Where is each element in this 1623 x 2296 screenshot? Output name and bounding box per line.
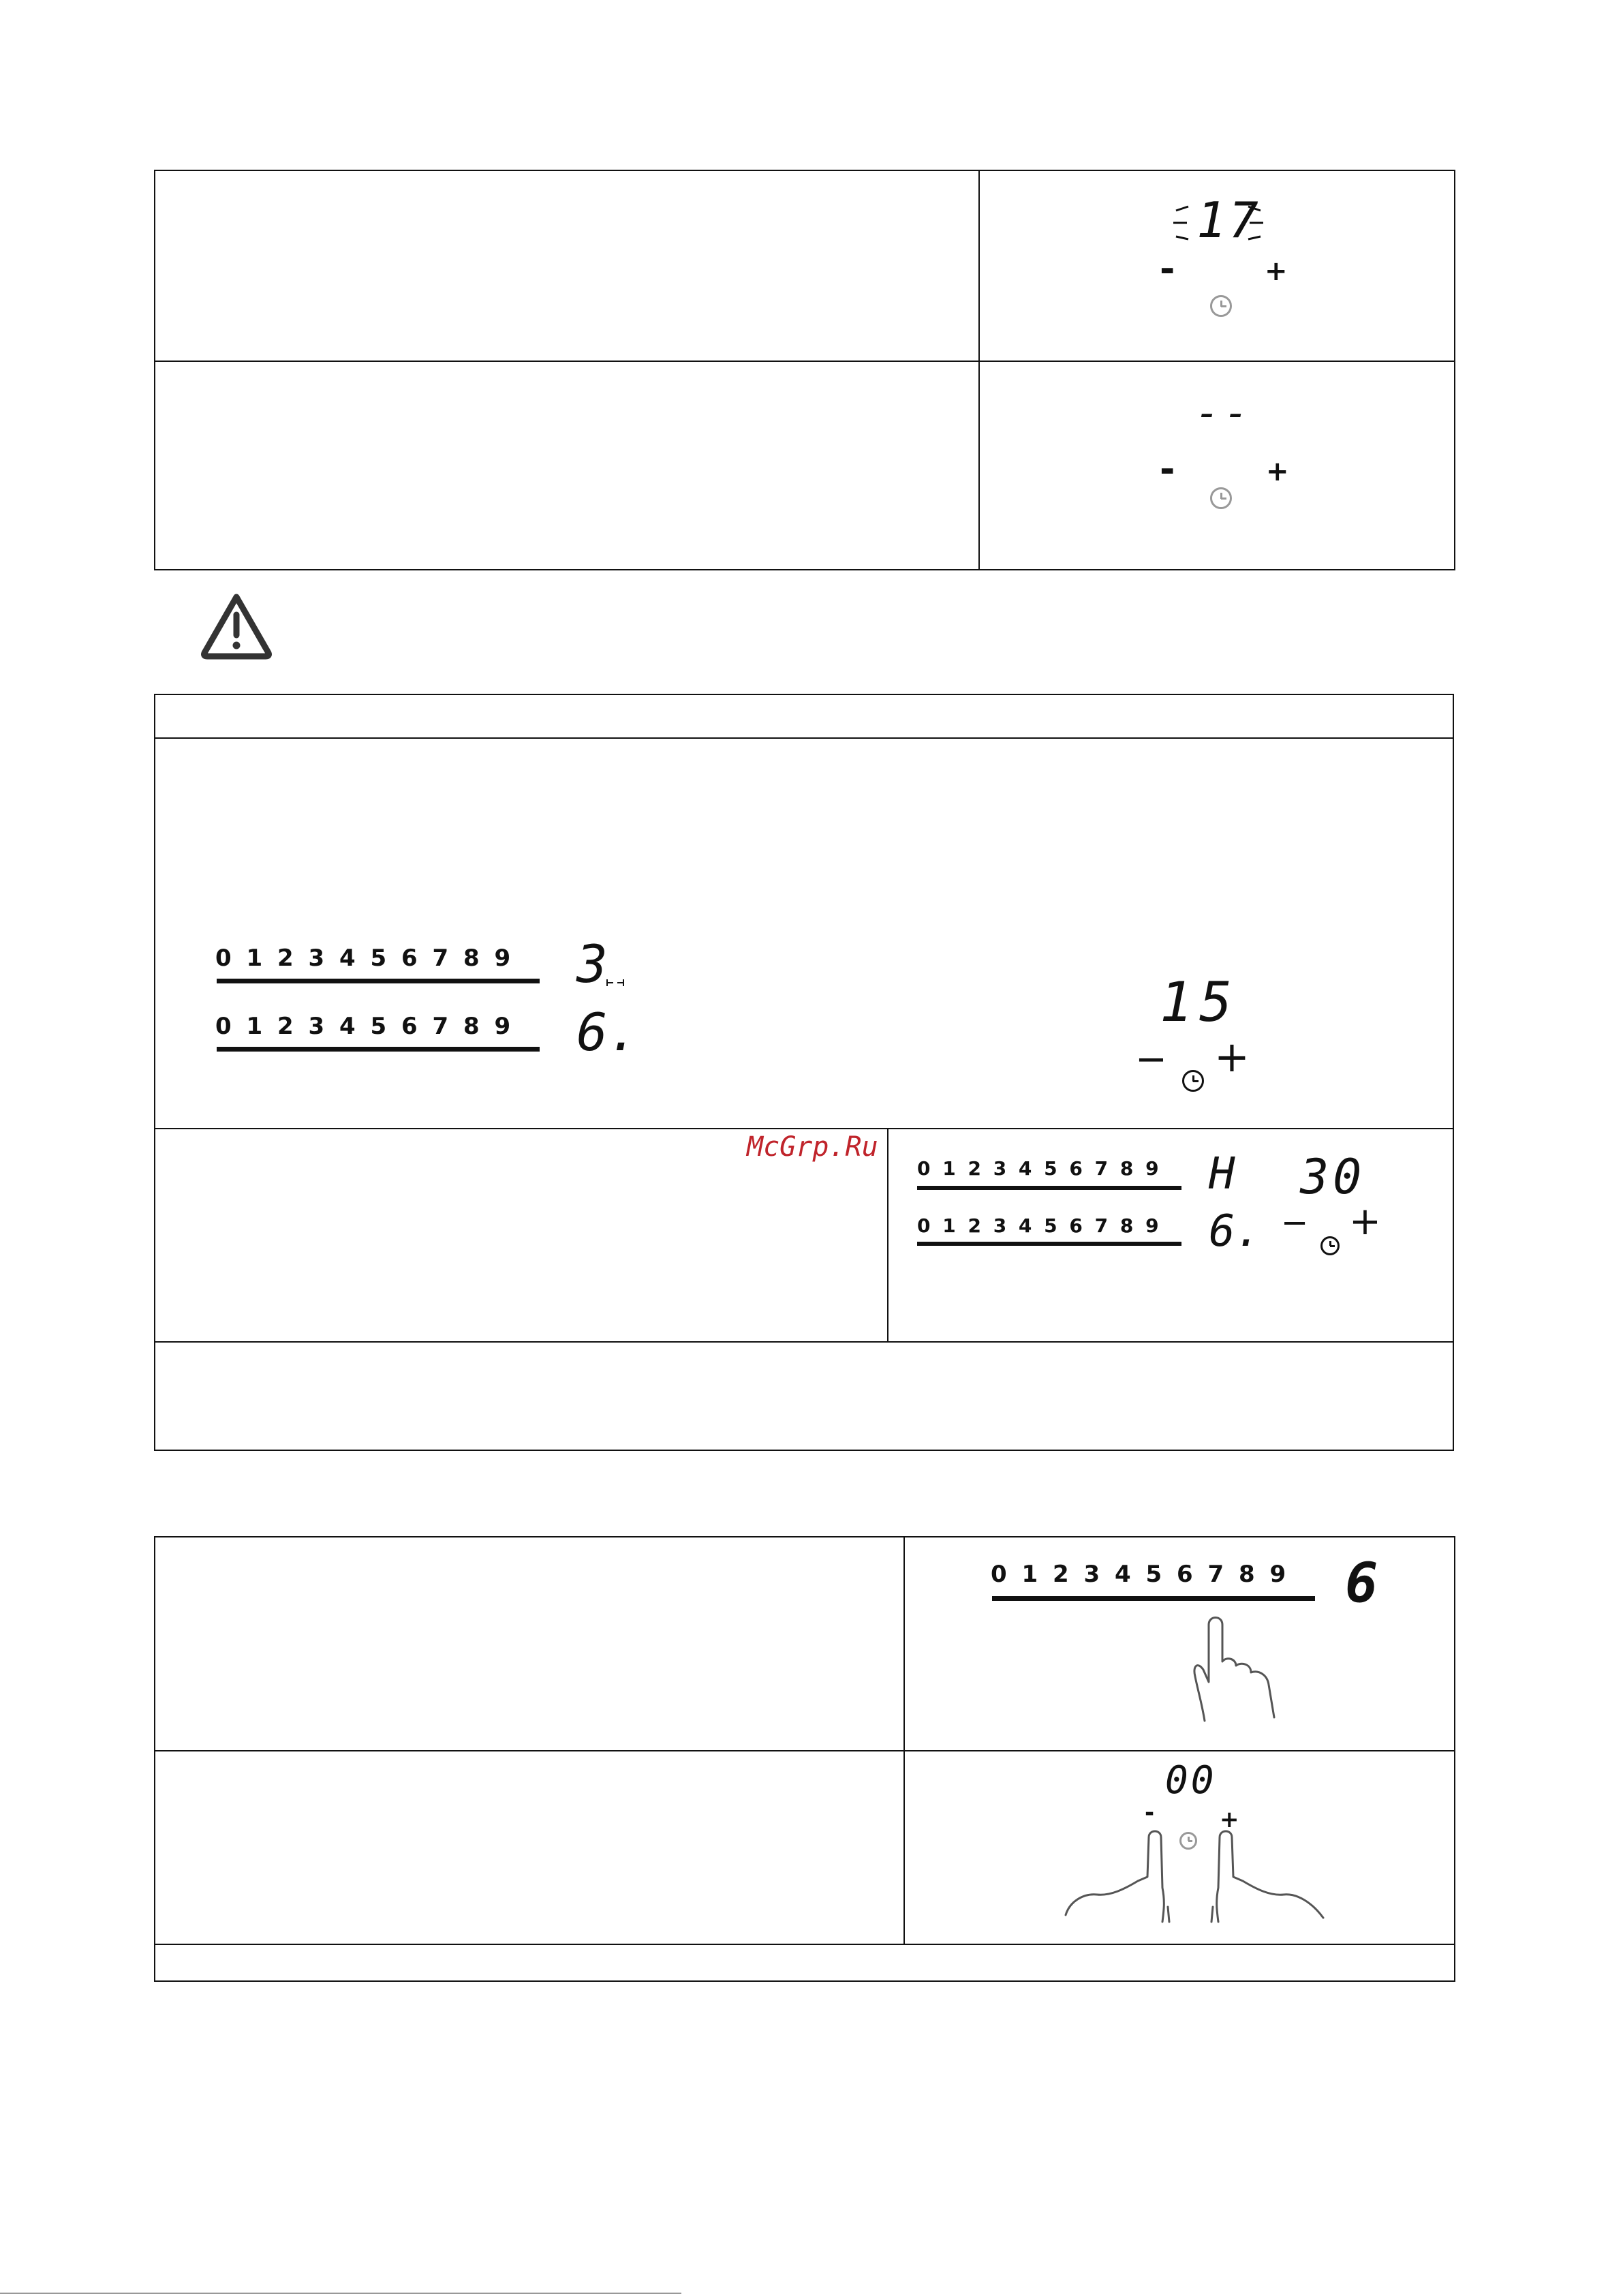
minus-button[interactable]: - (1160, 247, 1175, 290)
zone-2-power-display: 6. (576, 1002, 639, 1062)
timer-display: -- (1195, 389, 1253, 437)
table-3-row-divider-2 (154, 1944, 1455, 1945)
zone-2-scale-digits[interactable]: 0 1 2 3 4 5 6 7 8 9 (215, 1013, 511, 1040)
table-2-header-divider (154, 737, 1454, 739)
timer-minus-button[interactable]: − (1135, 1037, 1167, 1082)
zone-1-power-display: H (1209, 1149, 1235, 1199)
table-3-row-divider-1 (154, 1750, 1455, 1751)
zone-1-scale-digits[interactable]: 0 1 2 3 4 5 6 7 8 9 (917, 1157, 1159, 1180)
timer-plus-button[interactable]: + (1349, 1199, 1381, 1244)
timer-plus-button[interactable]: + (1214, 1032, 1250, 1082)
zone-scale-digits[interactable]: 0 1 2 3 4 5 6 7 8 9 (991, 1561, 1286, 1588)
minus-button[interactable]: - (1145, 1799, 1155, 1826)
zone-power-display: 6 (1345, 1551, 1378, 1614)
boost-indicator-icon (605, 977, 625, 988)
table-2 (154, 694, 1454, 1451)
timer-display: 00 (1165, 1758, 1217, 1803)
footer-rule (0, 2293, 681, 2294)
warning-icon (199, 592, 274, 660)
row2-illustration (980, 362, 1454, 569)
timer-clock-icon[interactable] (1210, 295, 1232, 317)
timer-clock-icon[interactable] (1182, 1070, 1204, 1092)
zone-2-slider-bar[interactable] (917, 1242, 1181, 1246)
table-2-row-divider-1 (154, 1128, 1454, 1129)
timer-display: 30 (1300, 1149, 1366, 1205)
timer-display: 17 (1196, 192, 1261, 249)
timer-clock-icon[interactable] (1210, 487, 1232, 509)
table-2-row-divider-2 (154, 1341, 1454, 1343)
table-3-column-divider (903, 1536, 905, 1945)
plus-button[interactable]: + (1265, 256, 1288, 287)
zone-2-power-display: 6. (1209, 1206, 1262, 1257)
minus-button[interactable]: - (1160, 448, 1175, 491)
finger-touch-icon (1186, 1608, 1295, 1724)
timer-clock-icon[interactable] (1179, 1832, 1197, 1850)
zone-slider-bar[interactable] (992, 1596, 1315, 1601)
watermark: McGrp.Ru (747, 1131, 878, 1163)
zone-2-slider-bar[interactable] (217, 1047, 540, 1052)
plus-button[interactable]: + (1266, 456, 1289, 487)
plus-button[interactable]: + (1220, 1806, 1239, 1833)
zone-1-scale-digits[interactable]: 0 1 2 3 4 5 6 7 8 9 (215, 945, 511, 972)
table-2-column-divider (887, 1128, 888, 1341)
timer-display: 15 (1160, 970, 1239, 1034)
timer-minus-button[interactable]: − (1281, 1204, 1309, 1242)
timer-clock-icon[interactable] (1320, 1236, 1340, 1255)
zone-1-slider-bar[interactable] (217, 979, 540, 983)
left-finger-touch-icon (1063, 1826, 1179, 1929)
right-finger-touch-icon (1210, 1826, 1333, 1929)
row1-illustration (980, 171, 1454, 359)
zone-2-scale-digits[interactable]: 0 1 2 3 4 5 6 7 8 9 (917, 1214, 1159, 1237)
zone-1-power-display: 3 (576, 934, 608, 994)
zone-1-slider-bar[interactable] (917, 1186, 1181, 1190)
